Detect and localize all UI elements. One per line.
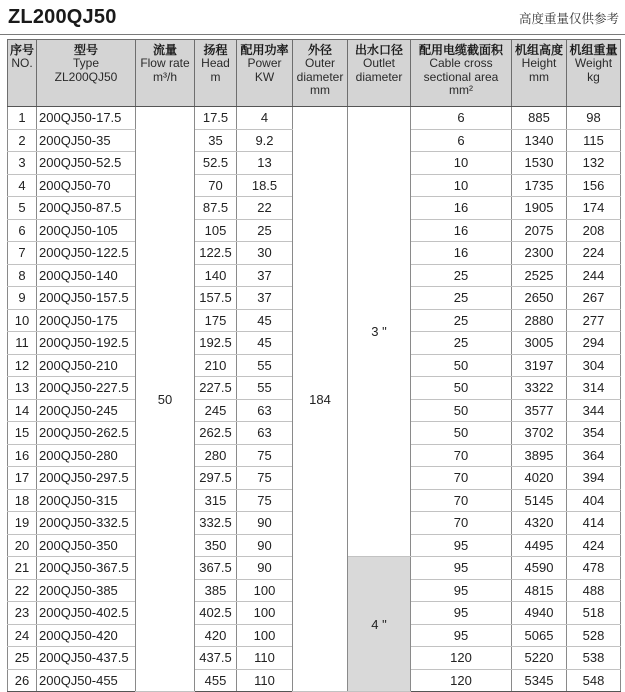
cell-cable: 50 <box>411 422 512 445</box>
header-height-en: Height <box>521 56 557 70</box>
cell-no: 5 <box>8 197 37 220</box>
cell-cable: 120 <box>411 669 512 692</box>
cell-height: 5145 <box>512 489 567 512</box>
cell-cable: 70 <box>411 444 512 467</box>
cell-type: 200QJ50-157.5 <box>37 287 136 310</box>
cell-cable: 50 <box>411 354 512 377</box>
cell-cable: 95 <box>411 602 512 625</box>
cell-weight: 548 <box>567 669 621 692</box>
header-flow-rate-en: Flow rate <box>140 56 190 70</box>
cell-no: 2 <box>8 129 37 152</box>
header-flow-rate-unit: m³/h <box>153 69 177 84</box>
cell-head: 280 <box>195 444 237 467</box>
cell-power: 75 <box>237 444 293 467</box>
cell-flow-rate: 50 <box>136 107 195 692</box>
cell-type: 200QJ50-420 <box>37 624 136 647</box>
cell-power: 25 <box>237 219 293 242</box>
cell-weight: 394 <box>567 467 621 490</box>
cell-type: 200QJ50-262.5 <box>37 422 136 445</box>
cell-height: 1905 <box>512 197 567 220</box>
cell-type: 200QJ50-227.5 <box>37 377 136 400</box>
header-cable-zh: 配用电缆截面积 <box>418 43 503 57</box>
cell-type: 200QJ50-402.5 <box>37 602 136 625</box>
cell-height: 4940 <box>512 602 567 625</box>
reference-note: 高度重量仅供参考 <box>518 12 619 26</box>
cell-cable: 95 <box>411 624 512 647</box>
cell-cable: 25 <box>411 264 512 287</box>
cell-weight: 224 <box>567 242 621 265</box>
cell-cable: 50 <box>411 377 512 400</box>
cell-cable: 6 <box>411 129 512 152</box>
header-cable-en-2: sectional area <box>423 69 499 84</box>
cell-type: 200QJ50-35 <box>37 129 136 152</box>
header-power-en: Power <box>247 56 282 70</box>
header-type-en: Type <box>72 56 99 70</box>
cell-power: 75 <box>237 489 293 512</box>
cell-power: 13 <box>237 152 293 175</box>
page-title: ZL200QJ50 <box>8 6 117 28</box>
cell-weight: 404 <box>567 489 621 512</box>
cell-cable: 95 <box>411 534 512 557</box>
cell-weight: 314 <box>567 377 621 400</box>
cell-type: 200QJ50-385 <box>37 579 136 602</box>
cell-type: 200QJ50-210 <box>37 354 136 377</box>
cell-weight: 132 <box>567 152 621 175</box>
header-height-zh: 机组高度 <box>514 43 563 57</box>
cell-power: 100 <box>237 602 293 625</box>
cell-weight: 244 <box>567 264 621 287</box>
cell-weight: 488 <box>567 579 621 602</box>
cell-weight: 294 <box>567 332 621 355</box>
cell-no: 11 <box>8 332 37 355</box>
header-outer-diameter-en-2: diameter <box>296 69 344 84</box>
cell-height: 2880 <box>512 309 567 332</box>
cell-type: 200QJ50-105 <box>37 219 136 242</box>
cell-no: 1 <box>8 107 37 130</box>
cell-weight: 344 <box>567 399 621 422</box>
header-flow-rate-zh: 流量 <box>152 43 177 57</box>
cell-power: 90 <box>237 512 293 535</box>
cell-cable: 10 <box>411 152 512 175</box>
cell-type: 200QJ50-192.5 <box>37 332 136 355</box>
cell-power: 18.5 <box>237 174 293 197</box>
cell-type: 200QJ50-455 <box>37 669 136 692</box>
cell-cable: 10 <box>411 174 512 197</box>
cell-cable: 70 <box>411 512 512 535</box>
cell-no: 10 <box>8 309 37 332</box>
header-power-zh: 配用功率 <box>240 43 289 57</box>
header-cable-en-1: Cable cross <box>429 56 493 70</box>
cell-no: 22 <box>8 579 37 602</box>
cell-cable: 95 <box>411 557 512 580</box>
cell-type: 200QJ50-315 <box>37 489 136 512</box>
cell-head: 105 <box>195 219 237 242</box>
header-outer-diameter-unit: mm <box>310 83 330 97</box>
cell-cable: 16 <box>411 197 512 220</box>
cell-head: 455 <box>195 669 237 692</box>
cell-weight: 364 <box>567 444 621 467</box>
header-height <box>512 40 567 107</box>
cell-weight: 478 <box>567 557 621 580</box>
cell-head: 402.5 <box>195 602 237 625</box>
cell-height: 4590 <box>512 557 567 580</box>
cell-head: 297.5 <box>195 467 237 490</box>
cell-no: 3 <box>8 152 37 175</box>
header-power-unit: KW <box>254 69 275 84</box>
header-flow-rate <box>136 40 195 107</box>
cell-no: 9 <box>8 287 37 310</box>
cell-weight: 304 <box>567 354 621 377</box>
header-cable <box>411 40 512 107</box>
header-type <box>37 40 136 107</box>
cell-head: 70 <box>195 174 237 197</box>
header-outer-diameter-zh: 外径 <box>307 43 332 57</box>
cell-cable: 25 <box>411 287 512 310</box>
header-outer-diameter <box>293 40 348 107</box>
cell-cable: 16 <box>411 219 512 242</box>
cell-head: 87.5 <box>195 197 237 220</box>
cell-weight: 174 <box>567 197 621 220</box>
cell-no: 23 <box>8 602 37 625</box>
cell-cable: 95 <box>411 579 512 602</box>
header-weight <box>567 40 621 107</box>
cell-type: 200QJ50-350 <box>37 534 136 557</box>
cell-type: 200QJ50-367.5 <box>37 557 136 580</box>
cell-height: 3702 <box>512 422 567 445</box>
cell-weight: 115 <box>567 129 621 152</box>
cell-no: 8 <box>8 264 37 287</box>
header-height-unit: mm <box>529 69 549 84</box>
cell-height: 3005 <box>512 332 567 355</box>
spec-table-body <box>8 107 621 692</box>
cell-head: 332.5 <box>195 512 237 535</box>
cell-type: 200QJ50-52.5 <box>37 152 136 175</box>
cell-power: 9.2 <box>237 129 293 152</box>
cell-no: 13 <box>8 377 37 400</box>
cell-type: 200QJ50-245 <box>37 399 136 422</box>
header-power <box>237 40 293 107</box>
cell-power: 90 <box>237 557 293 580</box>
cell-height: 2650 <box>512 287 567 310</box>
cell-cable: 25 <box>411 332 512 355</box>
cell-weight: 98 <box>567 107 621 130</box>
title-divider <box>0 34 625 35</box>
cell-height: 5065 <box>512 624 567 647</box>
header-no-zh: 序号 <box>9 43 34 57</box>
cell-weight: 518 <box>567 602 621 625</box>
cell-weight: 424 <box>567 534 621 557</box>
cell-height: 4815 <box>512 579 567 602</box>
cell-height: 1735 <box>512 174 567 197</box>
cell-cable: 120 <box>411 647 512 670</box>
cell-power: 45 <box>237 309 293 332</box>
cell-head: 385 <box>195 579 237 602</box>
cell-power: 75 <box>237 467 293 490</box>
cell-height: 3895 <box>512 444 567 467</box>
table-row <box>8 107 621 130</box>
header-weight-zh: 机组重量 <box>569 43 618 57</box>
cell-height: 5220 <box>512 647 567 670</box>
cell-power: 63 <box>237 422 293 445</box>
header-type-series: ZL200QJ50 <box>54 69 118 84</box>
cell-type: 200QJ50-437.5 <box>37 647 136 670</box>
cell-no: 20 <box>8 534 37 557</box>
cell-type: 200QJ50-332.5 <box>37 512 136 535</box>
cell-head: 157.5 <box>195 287 237 310</box>
header-type-zh: 型号 <box>73 43 98 57</box>
cell-weight: 208 <box>567 219 621 242</box>
cell-weight: 354 <box>567 422 621 445</box>
cell-power: 22 <box>237 197 293 220</box>
cell-height: 1530 <box>512 152 567 175</box>
header-cable-unit: mm² <box>449 83 473 97</box>
cell-type: 200QJ50-280 <box>37 444 136 467</box>
header-outlet-diameter-zh: 出水口径 <box>354 43 403 57</box>
cell-head: 437.5 <box>195 647 237 670</box>
cell-height: 3577 <box>512 399 567 422</box>
cell-height: 2300 <box>512 242 567 265</box>
cell-height: 1340 <box>512 129 567 152</box>
cell-power: 55 <box>237 377 293 400</box>
cell-type: 200QJ50-17.5 <box>37 107 136 130</box>
cell-power: 100 <box>237 624 293 647</box>
spec-table <box>7 39 621 692</box>
cell-no: 25 <box>8 647 37 670</box>
cell-cable: 70 <box>411 467 512 490</box>
header-no-en: NO. <box>11 56 33 70</box>
cell-no: 12 <box>8 354 37 377</box>
cell-power: 110 <box>237 669 293 692</box>
cell-power: 37 <box>237 264 293 287</box>
cell-outlet-diameter: 4 " <box>348 557 411 692</box>
cell-no: 16 <box>8 444 37 467</box>
cell-power: 4 <box>237 107 293 130</box>
cell-height: 2525 <box>512 264 567 287</box>
cell-weight: 528 <box>567 624 621 647</box>
cell-head: 175 <box>195 309 237 332</box>
header-weight-unit: kg <box>587 69 600 84</box>
cell-no: 21 <box>8 557 37 580</box>
cell-head: 35 <box>195 129 237 152</box>
cell-power: 100 <box>237 579 293 602</box>
cell-weight: 156 <box>567 174 621 197</box>
cell-type: 200QJ50-297.5 <box>37 467 136 490</box>
cell-no: 18 <box>8 489 37 512</box>
cell-cable: 16 <box>411 242 512 265</box>
cell-weight: 538 <box>567 647 621 670</box>
cell-no: 15 <box>8 422 37 445</box>
cell-head: 350 <box>195 534 237 557</box>
header-no <box>8 40 37 107</box>
cell-weight: 267 <box>567 287 621 310</box>
cell-head: 227.5 <box>195 377 237 400</box>
cell-outer-diameter: 184 <box>293 107 348 692</box>
cell-head: 17.5 <box>195 107 237 130</box>
cell-cable: 50 <box>411 399 512 422</box>
header-outlet-diameter-en-2: diameter <box>355 69 403 84</box>
header-head-en: Head <box>201 56 230 70</box>
cell-type: 200QJ50-87.5 <box>37 197 136 220</box>
header-row <box>8 40 621 107</box>
cell-head: 420 <box>195 624 237 647</box>
cell-head: 245 <box>195 399 237 422</box>
header-outer-diameter-en-1: Outer <box>304 56 335 70</box>
cell-height: 3322 <box>512 377 567 400</box>
cell-power: 55 <box>237 354 293 377</box>
cell-cable: 6 <box>411 107 512 130</box>
cell-no: 24 <box>8 624 37 647</box>
cell-no: 4 <box>8 174 37 197</box>
cell-no: 19 <box>8 512 37 535</box>
cell-height: 885 <box>512 107 567 130</box>
header-outlet-diameter-en-1: Outlet <box>362 56 395 70</box>
cell-no: 6 <box>8 219 37 242</box>
cell-head: 140 <box>195 264 237 287</box>
cell-height: 4020 <box>512 467 567 490</box>
cell-no: 7 <box>8 242 37 265</box>
cell-cable: 70 <box>411 489 512 512</box>
cell-power: 63 <box>237 399 293 422</box>
cell-height: 3197 <box>512 354 567 377</box>
cell-head: 122.5 <box>195 242 237 265</box>
cell-no: 17 <box>8 467 37 490</box>
header-outlet-diameter <box>348 40 411 107</box>
cell-power: 110 <box>237 647 293 670</box>
cell-head: 210 <box>195 354 237 377</box>
cell-weight: 414 <box>567 512 621 535</box>
cell-power: 37 <box>237 287 293 310</box>
cell-head: 367.5 <box>195 557 237 580</box>
cell-head: 315 <box>195 489 237 512</box>
cell-height: 5345 <box>512 669 567 692</box>
cell-type: 200QJ50-140 <box>37 264 136 287</box>
header-head-zh: 扬程 <box>203 43 228 57</box>
header-weight-en: Weight <box>574 56 613 70</box>
cell-height: 4320 <box>512 512 567 535</box>
cell-head: 192.5 <box>195 332 237 355</box>
cell-weight: 277 <box>567 309 621 332</box>
cell-head: 52.5 <box>195 152 237 175</box>
cell-height: 4495 <box>512 534 567 557</box>
cell-no: 14 <box>8 399 37 422</box>
cell-head: 262.5 <box>195 422 237 445</box>
cell-power: 45 <box>237 332 293 355</box>
header-head-unit: m <box>210 69 221 84</box>
cell-cable: 25 <box>411 309 512 332</box>
cell-outlet-diameter: 3 " <box>348 107 411 557</box>
cell-power: 90 <box>237 534 293 557</box>
header-head <box>195 40 237 107</box>
cell-height: 2075 <box>512 219 567 242</box>
cell-type: 200QJ50-122.5 <box>37 242 136 265</box>
cell-power: 30 <box>237 242 293 265</box>
cell-type: 200QJ50-70 <box>37 174 136 197</box>
cell-type: 200QJ50-175 <box>37 309 136 332</box>
cell-no: 26 <box>8 669 37 692</box>
